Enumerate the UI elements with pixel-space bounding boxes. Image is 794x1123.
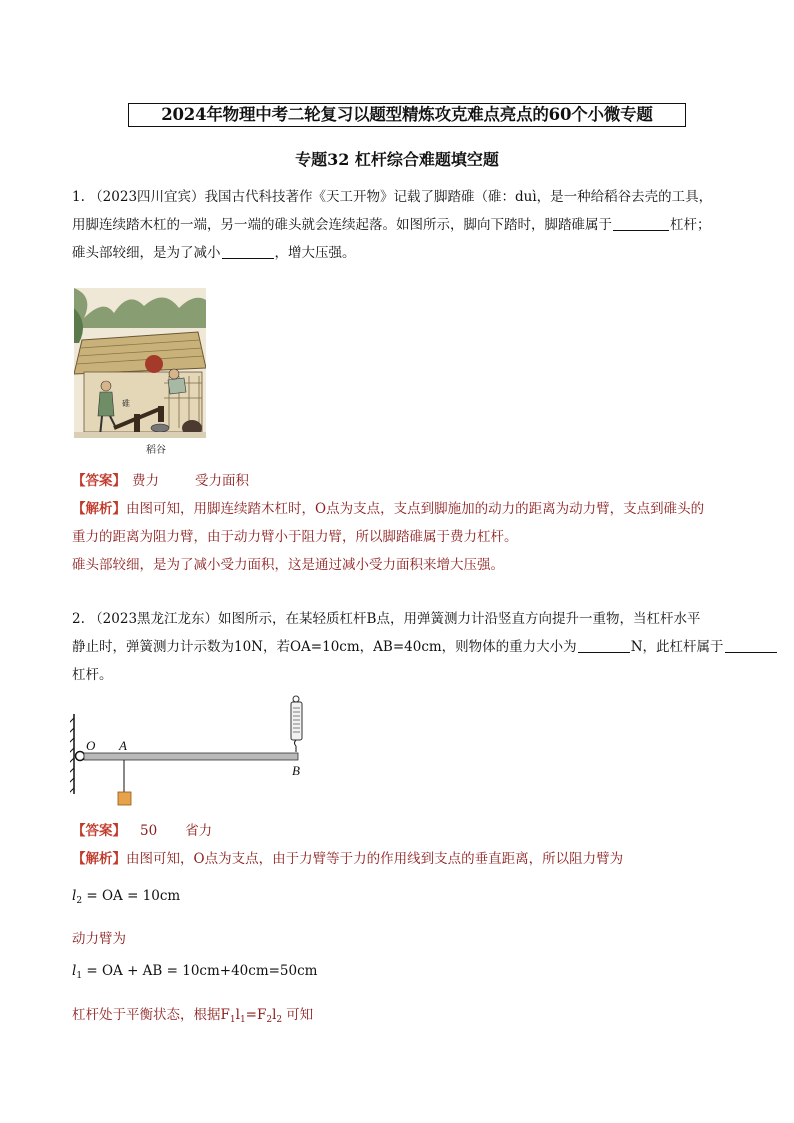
balance-condition-text [72,1003,313,1025]
lever-diagram-svg [70,694,310,814]
question-1-answer-block [72,467,740,579]
analysis-text-2: 由图可知，O点为支点，由于力臂等于力的作用线到支点的垂直距离，所以阻力臂为 [126,851,624,867]
question-1-line-2-text: 用脚连续踏木杠的一端，另一端的碓头就会连续起落。如图所示，脚向下踏时，脚踏碓属于 [72,217,612,233]
pivot-point [76,752,85,761]
question-1-analysis-line-1 [72,495,740,523]
formula-effort-arm [72,963,317,981]
analysis-tag-2: 【解析】 [72,851,126,867]
document-title: 2024年物理中考二轮复习以题型精炼攻克难点亮点的60个小微专题 [128,103,686,127]
formula1-sub: 2 [76,896,83,906]
answer-blank-1[interactable] [613,216,669,231]
formula1-rhs: = OA = 10cm [82,888,181,904]
lever-bar [84,753,298,760]
weight-block [118,792,131,805]
answer-value-4: 省力 [185,823,213,839]
formula2-sub: 1 [76,971,83,981]
balance-sub-2: 1 [239,1015,246,1025]
pestle-label: 碓 [122,399,130,408]
answer-tag: 【答案】 [72,473,126,489]
effort-arm-text: 动力臂为 [72,931,126,947]
label-a: A [119,738,127,753]
label-b: B [292,763,300,778]
balance-text-a: 杠杆处于平衡状态，根据F [72,1007,230,1023]
question-1-line-2 [72,211,740,239]
lever-diagram [70,694,310,814]
question-2-line-2 [72,633,740,661]
analysis-tag: 【解析】 [72,501,126,517]
question-2-line-3: 杠杆。 [72,667,113,683]
question-2-analysis-line-1 [72,845,740,873]
question-2 [72,605,740,689]
answer-value-1: 费力 [132,473,159,489]
answer-tag-2: 【答案】 [72,823,126,839]
foot-pestle-image [74,288,206,460]
question-2-answer-block [72,817,740,873]
question-2-line-2-mid: N，此杠杆属于 [630,639,724,655]
question-1-analysis-line-2: 重力的距离为阻力臂，由于动力臂小于阻力臂，所以脚踏碓属于费力杠杆。 [72,529,518,545]
question-1-line-1: 1. （2023四川宜宾）我国古代科技著作《天工开物》记载了脚踏碓（碓：duì，是一种给稻谷去壳的工具， [72,189,713,205]
answer-blank-4[interactable] [725,638,777,653]
foot-pestle-illustration [74,288,206,460]
formula1-var: l [72,888,77,904]
question-1-line-3-text: 碓头部较细，是为了减小 [72,245,221,261]
balance-mid-2: l [272,1007,277,1023]
formula2-rhs: = OA + AB = 10cm+40cm=50cm [82,963,318,979]
question-2-answer [72,817,740,845]
figure-caption-rice: 稻谷 [146,445,166,456]
balance-sub-1: 1 [229,1015,236,1025]
analysis-text: 由图可知，用脚连续踏木杠时，O点为支点，支点到脚施加的动力的距离为动力臂，支点到碓头的 [126,501,705,517]
balance-eq: =F [245,1007,267,1023]
question-1-answer [72,467,740,495]
answer-blank-2[interactable] [222,244,274,259]
balance-mid-1: l [235,1007,240,1023]
question-1-line-3 [72,239,740,267]
question-1-analysis-line-3: 碓头部较细，是为了减小受力面积，这是通过减小受力面积来增大压强。 [72,557,504,573]
answer-blank-3[interactable] [578,638,630,653]
formula-resistance-arm [72,888,180,906]
label-o: O [86,738,96,753]
balance-sub-3: 2 [266,1015,273,1025]
question-2-line-2-text: 静止时，弹簧测力计示数为10N，若OA=10cm，AB=40cm，则物体的重力大小为 [72,639,577,655]
balance-sub-4: 2 [276,1015,283,1025]
formula2-var: l [72,963,77,979]
question-1 [72,183,740,267]
question-2-line-1: 2. （2023黑龙江龙东）如图所示，在某轻质杠杆B点，用弹簧测力计沿竖直方向提升一重物，当杠杆水平 [72,611,701,627]
question-1-line-3-end: ，增大压强。 [274,245,356,261]
section-subtitle: 专题32 杠杆综合难题填空题 [295,150,499,169]
balance-text-b: 可知 [286,1007,314,1023]
question-1-line-2-end: 杠杆； [670,217,711,233]
answer-value-3: 50 [140,823,158,839]
answer-value-2: 受力面积 [195,473,249,489]
